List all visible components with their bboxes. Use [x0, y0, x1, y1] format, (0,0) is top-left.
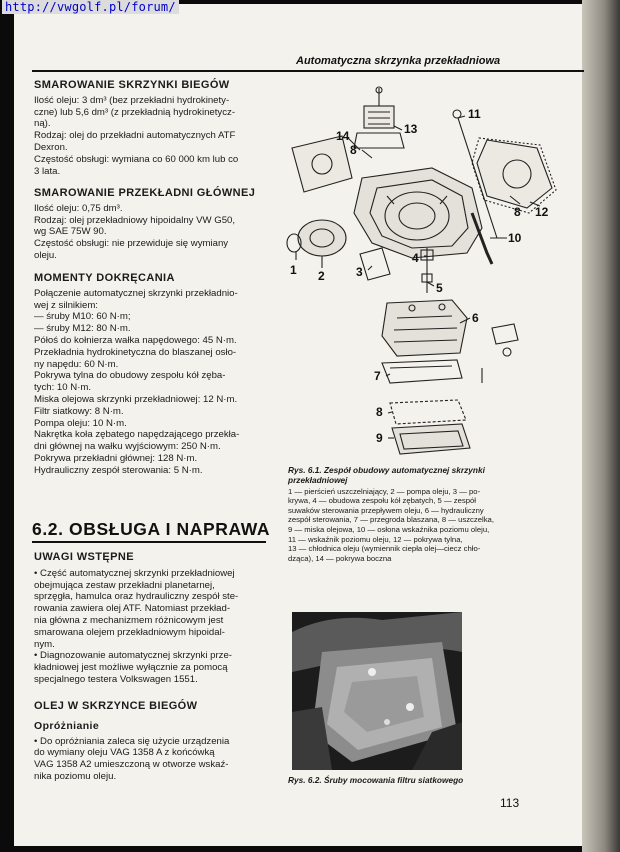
heading-gearbox-oil: OLEJ W SKRZYNCE BIEGÓW — [34, 700, 198, 712]
draining-text: • Do opróżniania zaleca się użycie urządzenia do wymiany oleju VAG 1358 A z końcówką VAG 1358 A2 umieszczoną w otworze wskaź- nika poziomu oleju. — [34, 735, 230, 782]
section-gearbox-oil — [34, 701, 266, 783]
callout-5: 5 — [436, 281, 443, 295]
callout-3: 3 — [356, 265, 363, 279]
figure-6-1-caption — [288, 466, 540, 563]
figure-6-2-caption: Rys. 6.2. Śruby mocowania filtru siatkowego — [288, 775, 464, 785]
callout-12: 12 — [535, 205, 549, 219]
forum-url-watermark: http://vwgolf.pl/forum/ — [2, 0, 179, 14]
page-number: 113 — [500, 796, 520, 810]
callout-1: 1 — [290, 263, 297, 277]
section-lubrication-final-drive — [34, 188, 266, 262]
header-rule — [32, 70, 584, 72]
callout-7: 7 — [374, 369, 381, 383]
final-drive-lubrication-text: Ilość oleju: 0,75 dm³. Rodzaj: olej przekładniowy hipoidalny VW G50, wg SAE 75W 90. Częstość obsługi: nie przewiduje się wymiany oleju. — [34, 202, 236, 261]
oil-filter-bolts-photo — [292, 612, 462, 770]
callout-6: 6 — [472, 311, 479, 325]
callout-8-right: 8 — [514, 205, 521, 219]
section-title: 6.2. OBSŁUGA I NAPRAWA — [32, 519, 271, 539]
page-edge-shadow — [582, 0, 620, 852]
figure-6-1-legend: 1 — pierścień uszczelniający, 2 — pompa oleju, 3 — po- krywa, 4 — obudowa zespołu kół zębatych, 5 — zespół suwaków sterowania przepływem oleju, 6 — hydrauliczny zespół sterowania, 7 — przegroda blaszana, 8 — uszczelka, 9 — miska olejowa, 10 — osłona wskaźnika poziomu oleju, 11 — wskaźnik poziomu oleju, 12 — pokrywa tylna, 13 — chłodnica oleju (wymiennik ciepła olej—ciecz chło- dząca), 14 — pokrywa boczna — [288, 486, 494, 563]
callout-11: 11 — [468, 107, 481, 121]
section-rule — [32, 541, 266, 543]
subheading-draining: Opróżnianie — [34, 719, 100, 732]
callout-4: 4 — [412, 251, 419, 265]
callout-2: 2 — [318, 269, 325, 283]
running-header: Automatyczna skrzynka przekładniowa — [296, 55, 501, 67]
heading-torque: MOMENTY DOKRĘCANIA — [34, 272, 175, 284]
figure-6-1-title: Rys. 6.1. Zespół obudowy automatycznej skrzynki przekładniowej — [288, 465, 485, 485]
callout-9: 9 — [376, 431, 383, 445]
exploded-transmission-diagram — [282, 78, 582, 460]
callout-8-lower: 8 — [376, 405, 383, 419]
section-preliminary-notes — [34, 552, 266, 686]
gearbox-lubrication-text: Ilość oleju: 3 dm³ (bez przekładni hydrokinety- czne) lub 5,6 dm³ (z przekładnią hydrokinetycz- ną). Rodzaj: olej do przekładni automatycznych ATF Dexron. Częstość obsługi: wymiana co 60 000 km lub co 3 lata. — [34, 94, 239, 177]
photo-rendering — [292, 612, 462, 770]
transmission-drawing — [282, 78, 582, 460]
heading-gearbox-lubrication: SMAROWANIE SKRZYNKI BIEGÓW — [34, 79, 230, 91]
callout-10: 10 — [508, 231, 522, 245]
section-lubrication-gearbox — [34, 80, 266, 177]
callout-14: 14 — [336, 129, 350, 143]
heading-final-drive-lubrication: SMAROWANIE PRZEKŁADNI GŁÓWNEJ — [34, 187, 256, 199]
callout-8-upper: 8 — [350, 143, 357, 157]
torque-text: Połączenie automatycznej skrzynki przekładnio- wej z silnikiem: — śruby M10: 60 N·m; — śruby M12: 80 N·m. Półoś do kołnierza wałka napędowego: 45 N·m. Przekładnia hydrokinetyczna do blaszanej osło- ny napędu: 60 N·m. Pokrywa tylna do obudowy zespołu kół zęba- tych: 10 N·m. Miska olejowa skrzynki przekładniowej: 12 N·m. Filtr siatkowy: 8 N·m. Pompa oleju: 10 N·m. Nakrętka koła zębatego napędzającego przekła- dni głównej na wałku wyjściowym: 250 N·m. Pokrywa przekładni głównej: 128 N·m. Hydrauliczny zespół sterowania: 5 N·m. — [34, 287, 240, 476]
section-torque — [34, 273, 266, 477]
heading-preliminary-notes: UWAGI WSTĘPNE — [34, 551, 134, 563]
callout-13: 13 — [404, 122, 418, 136]
preliminary-notes-text: • Część automatycznej skrzynki przekładniowej obejmująca zestaw przekładni planetarnej, sprzęgła, hamulca oraz hydrauliczny zespół ste- rowania zawiera olej ATF. Natomiast przekład- nia główna z mechanizmem różnicowym jest smarowana olejem przekładniowym hipoidal- nym. • Diagnozowanie automatycznej skrzynki prze- kładniowej jest możliwe wyłącznie za pomocą specjalnego testera Volkswagen 1551. — [34, 567, 239, 685]
